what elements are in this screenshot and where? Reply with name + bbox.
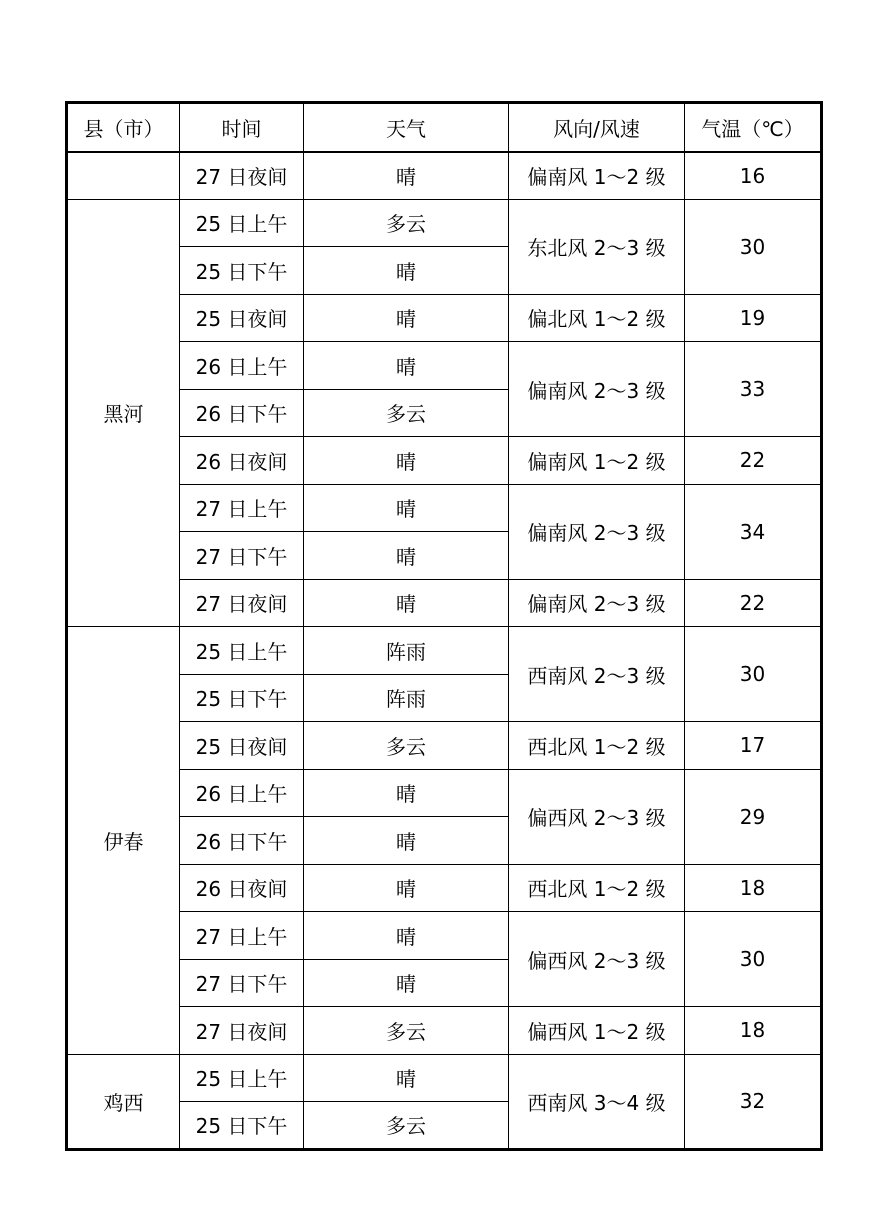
time-cell: 25 日下午 bbox=[180, 674, 304, 722]
time-cell: 26 日夜间 bbox=[180, 864, 304, 912]
time-cell: 25 日夜间 bbox=[180, 294, 304, 342]
time-cell: 26 日下午 bbox=[180, 817, 304, 865]
wind-cell: 偏南风 2～3 级 bbox=[509, 484, 685, 579]
temperature-cell: 22 bbox=[685, 579, 822, 627]
weather-cell: 晴 bbox=[304, 817, 509, 865]
time-cell: 25 日上午 bbox=[180, 1054, 304, 1102]
temperature-cell: 34 bbox=[685, 484, 822, 579]
table-row bbox=[67, 912, 822, 960]
header-temperature: 气温（℃） bbox=[685, 103, 822, 152]
temperature-cell: 19 bbox=[685, 294, 822, 342]
time-cell: 27 日下午 bbox=[180, 959, 304, 1007]
header-weather: 天气 bbox=[304, 103, 509, 152]
weather-cell: 晴 bbox=[304, 864, 509, 912]
weather-forecast-table bbox=[65, 101, 823, 1151]
table-row bbox=[67, 627, 822, 675]
wind-cell: 偏北风 1～2 级 bbox=[509, 294, 685, 342]
time-cell: 27 日夜间 bbox=[180, 579, 304, 627]
temperature-cell: 22 bbox=[685, 437, 822, 485]
time-cell: 27 日上午 bbox=[180, 484, 304, 532]
weather-cell: 多云 bbox=[304, 722, 509, 770]
wind-cell: 西南风 3～4 级 bbox=[509, 1054, 685, 1149]
temperature-cell: 30 bbox=[685, 199, 822, 294]
wind-cell: 偏南风 1～2 级 bbox=[509, 152, 685, 200]
wind-cell: 西南风 2～3 级 bbox=[509, 627, 685, 722]
wind-cell: 偏南风 2～3 级 bbox=[509, 579, 685, 627]
table-row bbox=[67, 1007, 822, 1055]
weather-cell: 阵雨 bbox=[304, 674, 509, 722]
county-cell: 鸡西 bbox=[67, 1054, 180, 1149]
header-row bbox=[67, 103, 822, 152]
time-cell: 25 日上午 bbox=[180, 627, 304, 675]
weather-cell: 晴 bbox=[304, 342, 509, 390]
time-cell: 26 日上午 bbox=[180, 769, 304, 817]
weather-cell: 晴 bbox=[304, 912, 509, 960]
temperature-cell: 30 bbox=[685, 627, 822, 722]
wind-cell: 偏南风 1～2 级 bbox=[509, 437, 685, 485]
time-cell: 26 日下午 bbox=[180, 389, 304, 437]
weather-cell: 多云 bbox=[304, 199, 509, 247]
table-row bbox=[67, 864, 822, 912]
time-cell: 25 日下午 bbox=[180, 247, 304, 295]
weather-cell: 多云 bbox=[304, 1102, 509, 1150]
temperature-cell: 33 bbox=[685, 342, 822, 437]
table-row bbox=[67, 152, 822, 200]
temperature-cell: 17 bbox=[685, 722, 822, 770]
county-cell: 伊春 bbox=[67, 627, 180, 1055]
time-cell: 27 日夜间 bbox=[180, 152, 304, 200]
time-cell: 25 日夜间 bbox=[180, 722, 304, 770]
weather-cell: 晴 bbox=[304, 437, 509, 485]
time-cell: 27 日夜间 bbox=[180, 1007, 304, 1055]
weather-cell: 多云 bbox=[304, 389, 509, 437]
table-row bbox=[67, 199, 822, 247]
weather-cell: 晴 bbox=[304, 532, 509, 580]
weather-cell: 晴 bbox=[304, 579, 509, 627]
header-county: 县（市） bbox=[67, 103, 180, 152]
wind-cell: 西北风 1～2 级 bbox=[509, 864, 685, 912]
wind-cell: 偏西风 2～3 级 bbox=[509, 769, 685, 864]
time-cell: 27 日下午 bbox=[180, 532, 304, 580]
temperature-cell: 16 bbox=[685, 152, 822, 200]
table-row bbox=[67, 722, 822, 770]
weather-cell: 晴 bbox=[304, 1054, 509, 1102]
weather-cell: 晴 bbox=[304, 484, 509, 532]
time-cell: 25 日下午 bbox=[180, 1102, 304, 1150]
time-cell: 25 日上午 bbox=[180, 199, 304, 247]
temperature-cell: 29 bbox=[685, 769, 822, 864]
temperature-cell: 18 bbox=[685, 1007, 822, 1055]
weather-cell: 晴 bbox=[304, 247, 509, 295]
time-cell: 26 日上午 bbox=[180, 342, 304, 390]
header-time: 时间 bbox=[180, 103, 304, 152]
temperature-cell: 32 bbox=[685, 1054, 822, 1149]
table-row bbox=[67, 1054, 822, 1102]
wind-cell: 偏西风 2～3 级 bbox=[509, 912, 685, 1007]
weather-cell: 阵雨 bbox=[304, 627, 509, 675]
county-cell: 黑河 bbox=[67, 199, 180, 627]
weather-cell: 多云 bbox=[304, 1007, 509, 1055]
wind-cell: 偏西风 1～2 级 bbox=[509, 1007, 685, 1055]
table-row bbox=[67, 437, 822, 485]
wind-cell: 西北风 1～2 级 bbox=[509, 722, 685, 770]
weather-cell: 晴 bbox=[304, 152, 509, 200]
wind-cell: 东北风 2～3 级 bbox=[509, 199, 685, 294]
table-row bbox=[67, 579, 822, 627]
wind-cell: 偏南风 2～3 级 bbox=[509, 342, 685, 437]
time-cell: 27 日上午 bbox=[180, 912, 304, 960]
time-cell: 26 日夜间 bbox=[180, 437, 304, 485]
weather-cell: 晴 bbox=[304, 769, 509, 817]
header-wind: 风向/风速 bbox=[509, 103, 685, 152]
weather-cell: 晴 bbox=[304, 959, 509, 1007]
table-row bbox=[67, 294, 822, 342]
table-row bbox=[67, 769, 822, 817]
temperature-cell: 18 bbox=[685, 864, 822, 912]
table-row bbox=[67, 342, 822, 390]
county-cell bbox=[67, 152, 180, 200]
weather-cell: 晴 bbox=[304, 294, 509, 342]
table-row bbox=[67, 484, 822, 532]
temperature-cell: 30 bbox=[685, 912, 822, 1007]
